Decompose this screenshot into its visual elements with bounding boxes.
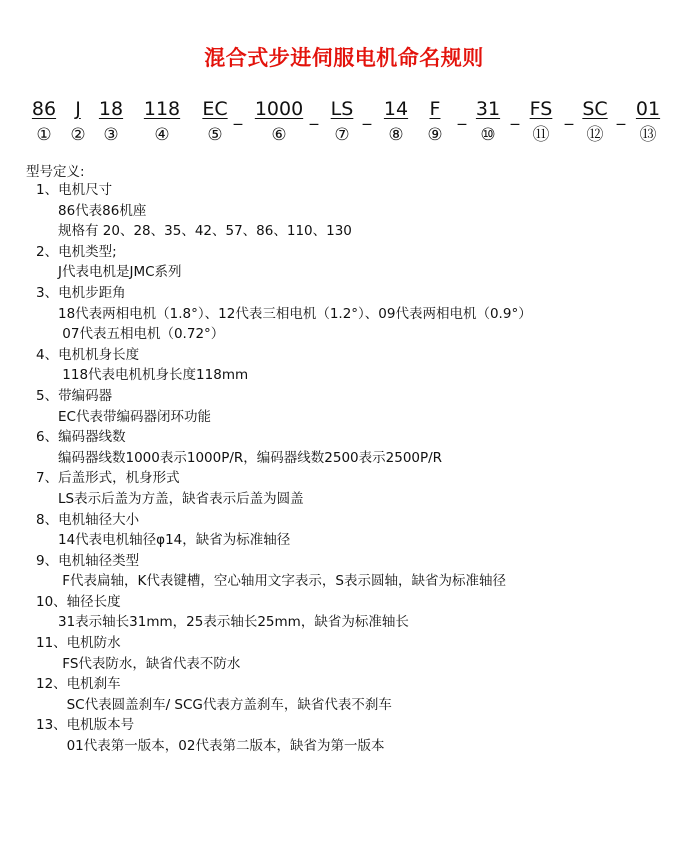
code-value: J: [75, 98, 81, 120]
code-segment: [255, 98, 303, 146]
code-value: LS: [330, 98, 354, 120]
code-segment: [636, 98, 660, 146]
code-index: ④: [154, 125, 170, 145]
definition-item-title: 12、电机刹车: [36, 676, 121, 693]
code-separator: _: [564, 106, 574, 126]
definition-item-title: 10、轴径长度: [36, 593, 121, 610]
code-segment: [582, 98, 607, 146]
code-index: ⑥: [271, 125, 287, 145]
code-separator: _: [510, 106, 520, 126]
code-value: 31: [475, 98, 501, 120]
code-separator: _: [233, 106, 243, 126]
code-index: ②: [70, 125, 86, 145]
code-index: ⑫: [586, 125, 604, 145]
code-separator: _: [457, 106, 467, 126]
definitions-heading: 型号定义:: [26, 164, 85, 180]
code-segment: [476, 98, 500, 146]
code-index: ⑩: [480, 125, 496, 145]
code-segment: [427, 98, 442, 146]
code-segment: [99, 98, 123, 146]
code-value: 1000: [254, 98, 304, 120]
model-code-row: [0, 98, 688, 158]
code-value: EC: [202, 98, 228, 120]
code-segment: [32, 98, 56, 146]
code-index: ⑧: [388, 125, 404, 145]
definition-item-line: 86代表86机座: [58, 202, 147, 219]
definition-item-title: 11、电机防水: [36, 635, 121, 652]
definition-item-title: 6、编码器线数: [36, 429, 126, 446]
code-separator: _: [309, 106, 319, 126]
code-value: 14: [383, 98, 409, 120]
code-value: F: [429, 98, 441, 120]
definition-item-line: 01代表第一版本，02代表第二版本，缺省为第一版本: [58, 738, 385, 755]
definition-item-title: 8、电机轴径大小: [36, 511, 140, 528]
definition-item-line: FS代表防水，缺省代表不防水: [58, 655, 241, 672]
definition-item-line: 编码器线数1000表示1000P/R，编码器线数2500表示2500P/R: [58, 449, 443, 466]
definition-item-title: 2、电机类型;: [36, 243, 117, 260]
code-value: 01: [635, 98, 661, 120]
definition-item-line: 07代表五相电机（0.72°）: [58, 326, 225, 343]
code-segment: [202, 98, 227, 146]
code-index: ⑤: [207, 125, 223, 145]
code-value: 18: [98, 98, 124, 120]
definition-item-line: SC代表圆盖刹车/ SCG代表方盖刹车，缺省代表不刹车: [58, 696, 392, 713]
code-segment: [530, 98, 553, 146]
definition-item-line: LS表示后盖为方盖，缺省表示后盖为圆盖: [58, 490, 304, 507]
definition-item-line: 118代表电机机身长度118mm: [58, 367, 249, 384]
code-segment: [70, 98, 85, 146]
code-segment: [331, 98, 354, 146]
code-value: 86: [31, 98, 57, 120]
code-value: FS: [529, 98, 553, 120]
definition-item-title: 4、电机机身长度: [36, 346, 140, 363]
code-index: ⑦: [334, 125, 350, 145]
code-segment: [144, 98, 180, 146]
code-index: ⑨: [427, 125, 443, 145]
code-index: ⑬: [639, 125, 657, 145]
code-separator: _: [362, 106, 372, 126]
definition-item-title: 7、后盖形式，机身形式: [36, 470, 180, 487]
definition-item-line: 31表示轴长31mm，25表示轴长25mm，缺省为标准轴长: [58, 614, 409, 631]
definition-item-title: 13、电机版本号: [36, 717, 135, 734]
definition-item-line: J代表电机是JMC系列: [58, 264, 182, 281]
definition-item-title: 9、电机轴径类型: [36, 552, 140, 569]
definition-item-line: 14代表电机轴径φ14，缺省为标准轴径: [58, 532, 291, 549]
code-index: ⑪: [532, 125, 550, 145]
definition-item-line: EC代表带编码器闭环功能: [58, 408, 211, 425]
definitions-list: [36, 180, 676, 757]
code-index: ①: [36, 125, 52, 145]
code-value: SC: [582, 98, 608, 120]
definition-item-title: 5、带编码器: [36, 387, 113, 404]
definition-item-line: F代表扁轴，K代表键槽，空心轴用文字表示，S表示圆轴，缺省为标准轴径: [58, 573, 506, 590]
definition-item-line: 18代表两相电机（1.8°）、12代表三相电机（1.2°）、09代表两相电机（0.9°）: [58, 305, 532, 322]
code-index: ③: [103, 125, 119, 145]
page-title: 混合式步进伺服电机命名规则: [204, 46, 484, 70]
code-value: 118: [143, 98, 181, 120]
code-separator: _: [616, 106, 626, 126]
code-segment: [384, 98, 408, 146]
definition-item-line: 规格有 20、28、35、42、57、86、110、130: [58, 223, 352, 240]
definition-item-title: 1、电机尺寸: [36, 182, 113, 198]
definition-item-title: 3、电机步距角: [36, 284, 126, 301]
